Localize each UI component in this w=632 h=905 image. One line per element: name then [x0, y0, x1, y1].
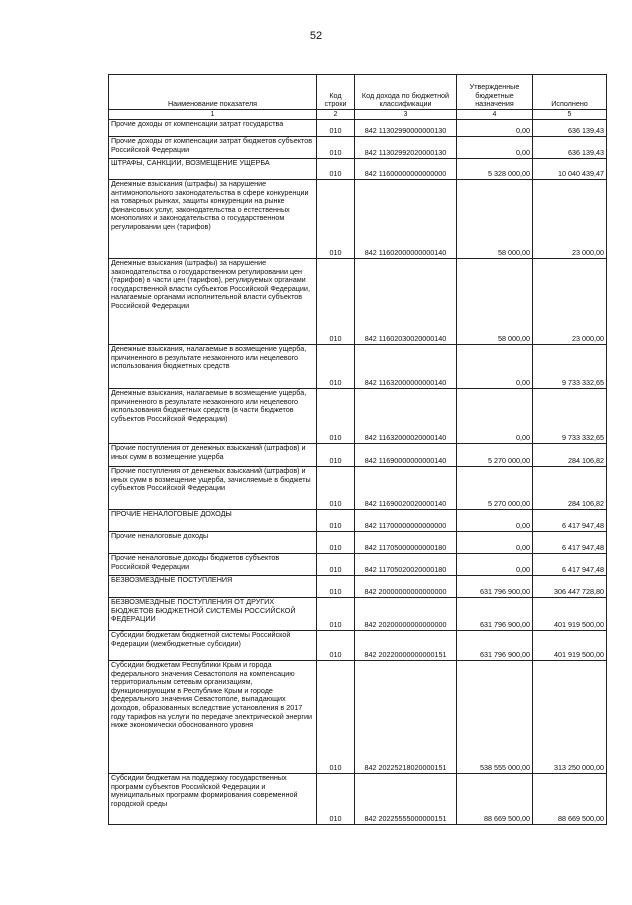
executed-amount: 9 733 332,65: [533, 345, 607, 389]
table-header-row: [109, 75, 607, 110]
table-row: [109, 598, 607, 631]
page-number: 52: [309, 30, 323, 42]
indicator-name: Денежные взыскания (штрафы) за нарушение антимонопольного законодательства в сфере конкуренции на товарных рынках, защиты конкуренции на рынке финансовых услуг, законодательства о естественных монополиях и законодательства о государственном регулировании цен (тарифов): [109, 180, 317, 259]
table-row: [109, 631, 607, 661]
indicator-name: Субсидии бюджетам на поддержку государственных программ субъектов Российской Федерации и муниципальных программ формирования современной городской среды: [109, 774, 317, 825]
line-code: 010: [317, 389, 355, 444]
line-code: 010: [317, 661, 355, 774]
income-code: 842 11600000000000000: [355, 159, 457, 180]
column-number: 4: [457, 110, 533, 120]
line-code: 010: [317, 137, 355, 159]
line-code: 010: [317, 444, 355, 467]
approved-amount: 88 669 500,00: [457, 774, 533, 825]
indicator-name: ПРОЧИЕ НЕНАЛОГОВЫЕ ДОХОДЫ: [109, 510, 317, 532]
executed-amount: 636 139,43: [533, 120, 607, 137]
budget-execution-table: [108, 74, 607, 825]
income-code: 842 11690020020000140: [355, 467, 457, 510]
executed-amount: 9 733 332,65: [533, 389, 607, 444]
column-number: 3: [355, 110, 457, 120]
indicator-name: Денежные взыскания (штрафы) за нарушение законодательства о государственном регулировании цен (тарифов) в части цен (тарифов), регулируемых органами государственной власти субъектов Российской Федерации, налагаемые органами исполнительной власти субъектов Российской Федерации: [109, 259, 317, 345]
approved-amount: 0,00: [457, 554, 533, 576]
header-line-code: Код строки: [317, 75, 355, 110]
table-row: [109, 159, 607, 180]
header-approved: Утвержденные бюджетные назначения: [457, 75, 533, 110]
income-code: 842 11602000000000140: [355, 180, 457, 259]
executed-amount: 306 447 728,80: [533, 576, 607, 598]
indicator-name: Прочие доходы от компенсации затрат бюджетов субъектов Российской Федерации: [109, 137, 317, 159]
executed-amount: 6 417 947,48: [533, 532, 607, 554]
column-number-row: [109, 110, 607, 120]
table-row: [109, 180, 607, 259]
approved-amount: 5 270 000,00: [457, 467, 533, 510]
line-code: 010: [317, 120, 355, 137]
executed-amount: 23 000,00: [533, 180, 607, 259]
line-code: 010: [317, 532, 355, 554]
indicator-name: БЕЗВОЗМЕЗДНЫЕ ПОСТУПЛЕНИЯ ОТ ДРУГИХ БЮДЖЕТОВ БЮДЖЕТНОЙ СИСТЕМЫ РОССИЙСКОЙ ФЕДЕРАЦИИ: [109, 598, 317, 631]
line-code: 010: [317, 510, 355, 532]
executed-amount: 401 919 500,00: [533, 631, 607, 661]
indicator-name: Субсидии бюджетам Республики Крым и города федерального значения Севастополя на компенсацию территориальным сетевым организациям, функционирующим в Республике Крым и городе федерального значения Севастополе, выпадающих доходов, образованных вследствие установления в 2017 году тарифов на услуги по передаче электрической энергии ниже экономически обоснованного уровня: [109, 661, 317, 774]
indicator-name: Прочие доходы от компенсации затрат государства: [109, 120, 317, 137]
indicator-name: ШТРАФЫ, САНКЦИИ, ВОЗМЕЩЕНИЕ УЩЕРБА: [109, 159, 317, 180]
income-code: 842 20220000000000151: [355, 631, 457, 661]
executed-amount: 313 250 000,00: [533, 661, 607, 774]
header-indicator-name: Наименование показателя: [109, 75, 317, 110]
indicator-name: БЕЗВОЗМЕЗДНЫЕ ПОСТУПЛЕНИЯ: [109, 576, 317, 598]
indicator-name: Прочие поступления от денежных взысканий (штрафов) и иных сумм в возмещение ущерба: [109, 444, 317, 467]
income-code: 842 20225555000000151: [355, 774, 457, 825]
column-number: 1: [109, 110, 317, 120]
approved-amount: 631 796 900,00: [457, 598, 533, 631]
executed-amount: 6 417 947,48: [533, 554, 607, 576]
income-code: 842 20200000000000000: [355, 598, 457, 631]
executed-amount: 88 669 500,00: [533, 774, 607, 825]
table-row: [109, 554, 607, 576]
indicator-name: Субсидии бюджетам бюджетной системы Российской Федерации (межбюджетные субсидии): [109, 631, 317, 661]
executed-amount: 636 139,43: [533, 137, 607, 159]
table-row: [109, 661, 607, 774]
executed-amount: 401 919 500,00: [533, 598, 607, 631]
table-row: [109, 576, 607, 598]
table-row: [109, 444, 607, 467]
approved-amount: 0,00: [457, 389, 533, 444]
table-row: [109, 774, 607, 825]
header-income-code: Код дохода по бюджетной классификации: [355, 75, 457, 110]
line-code: 010: [317, 774, 355, 825]
income-code: 842 11632000000000140: [355, 345, 457, 389]
indicator-name: Денежные взыскания, налагаемые в возмещение ущерба, причиненного в результате незаконного или нецелевого использования бюджетных средств: [109, 345, 317, 389]
approved-amount: 538 555 000,00: [457, 661, 533, 774]
line-code: 010: [317, 598, 355, 631]
column-number: 2: [317, 110, 355, 120]
table-row: [109, 120, 607, 137]
executed-amount: 284 106,82: [533, 444, 607, 467]
executed-amount: 284 106,82: [533, 467, 607, 510]
income-code: 842 11302990000000130: [355, 120, 457, 137]
line-code: 010: [317, 259, 355, 345]
approved-amount: 0,00: [457, 510, 533, 532]
table-row: [109, 389, 607, 444]
table-row: [109, 532, 607, 554]
line-code: 010: [317, 631, 355, 661]
income-code: 842 11705020020000180: [355, 554, 457, 576]
approved-amount: 0,00: [457, 137, 533, 159]
table-row: [109, 467, 607, 510]
approved-amount: 5 328 000,00: [457, 159, 533, 180]
approved-amount: 631 796 900,00: [457, 631, 533, 661]
line-code: 010: [317, 345, 355, 389]
indicator-name: Прочие неналоговые доходы: [109, 532, 317, 554]
executed-amount: 23 000,00: [533, 259, 607, 345]
approved-amount: 0,00: [457, 532, 533, 554]
table-row: [109, 137, 607, 159]
approved-amount: 631 796 900,00: [457, 576, 533, 598]
line-code: 010: [317, 159, 355, 180]
executed-amount: 6 417 947,48: [533, 510, 607, 532]
income-code: 842 11632000020000140: [355, 389, 457, 444]
indicator-name: Денежные взыскания, налагаемые в возмещение ущерба, причиненного в результате незаконного или нецелевого использования бюджетных средств (в части бюджетов субъектов Российской Федерации): [109, 389, 317, 444]
income-code: 842 20225218020000151: [355, 661, 457, 774]
income-code: 842 11705000000000180: [355, 532, 457, 554]
income-code: 842 20000000000000000: [355, 576, 457, 598]
approved-amount: 58 000,00: [457, 180, 533, 259]
header-executed: Исполнено: [533, 75, 607, 110]
column-number: 5: [533, 110, 607, 120]
line-code: 010: [317, 180, 355, 259]
table-row: [109, 259, 607, 345]
indicator-name: Прочие поступления от денежных взысканий (штрафов) и иных сумм в возмещение ущерба, зачисляемые в бюджеты субъектов Российской Федерации: [109, 467, 317, 510]
indicator-name: Прочие неналоговые доходы бюджетов субъектов Российской Федерации: [109, 554, 317, 576]
line-code: 010: [317, 467, 355, 510]
income-code: 842 11700000000000000: [355, 510, 457, 532]
executed-amount: 10 040 439,47: [533, 159, 607, 180]
approved-amount: 58 000,00: [457, 259, 533, 345]
income-code: 842 11602030020000140: [355, 259, 457, 345]
table-row: [109, 510, 607, 532]
income-code: 842 11302992020000130: [355, 137, 457, 159]
approved-amount: 0,00: [457, 120, 533, 137]
approved-amount: 0,00: [457, 345, 533, 389]
table-row: [109, 345, 607, 389]
income-code: 842 11690000000000140: [355, 444, 457, 467]
line-code: 010: [317, 554, 355, 576]
line-code: 010: [317, 576, 355, 598]
approved-amount: 5 270 000,00: [457, 444, 533, 467]
